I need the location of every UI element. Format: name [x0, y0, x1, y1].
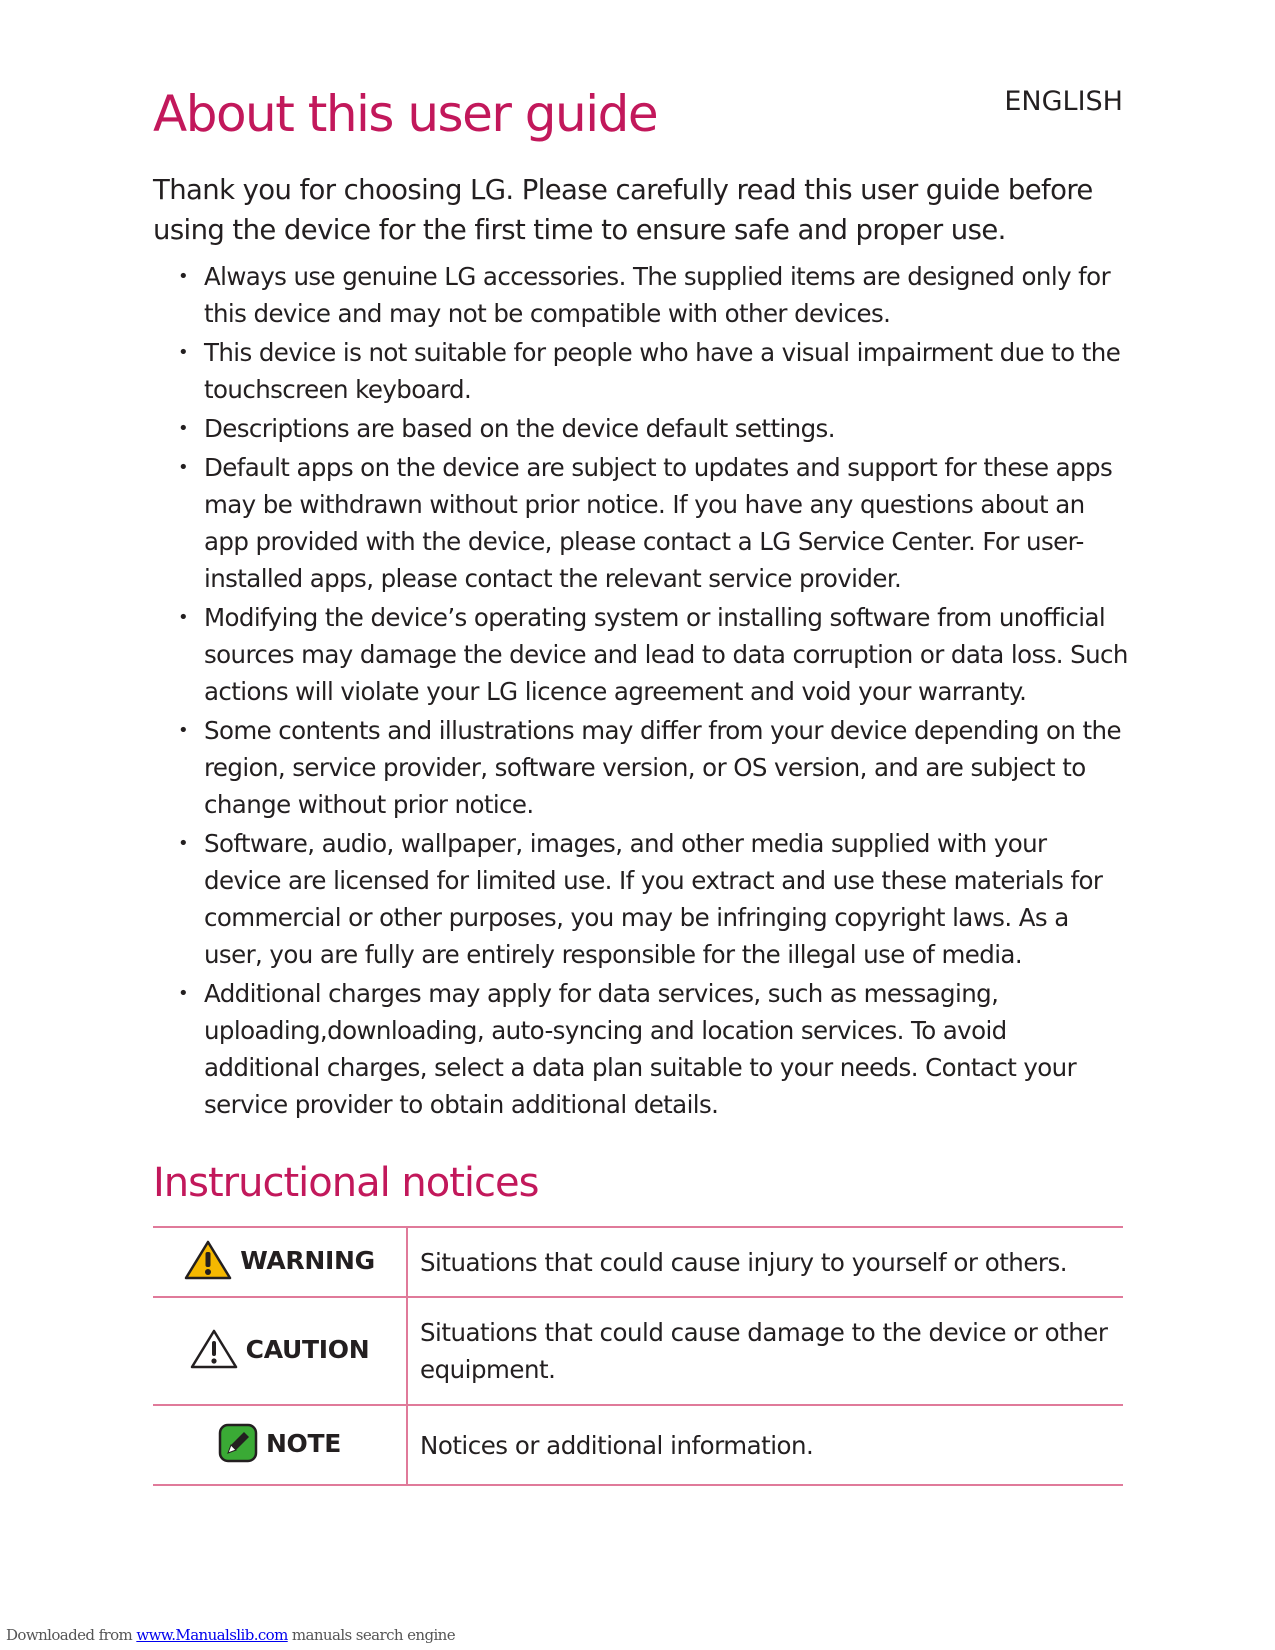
section-title-instructional-notices: Instructional notices — [153, 1160, 539, 1206]
list-item — [178, 975, 1128, 1123]
list-item-text: Always use genuine LG accessories. The supplied items are designed only for this device and may not be compatible with other devices. — [204, 262, 1111, 328]
list-item — [178, 712, 1128, 823]
notice-label: NOTE — [265, 1428, 342, 1458]
bullet-dot: • — [178, 342, 189, 363]
footer-suffix: manuals search engine — [291, 1626, 455, 1644]
list-item-text: Some contents and illustrations may differ from your device depending on the region, service provider, software version, or OS version, and are subject to change without prior notice. — [204, 716, 1121, 819]
bullet-dot: • — [178, 983, 189, 1004]
bullet-list — [178, 258, 1128, 1125]
notice-label-cell — [153, 1297, 407, 1405]
page-title: About this user guide — [153, 85, 658, 143]
footer-attribution — [6, 1626, 455, 1644]
table-row-warning — [153, 1227, 1123, 1297]
notice-label: WARNING — [240, 1245, 375, 1275]
manualslib-link[interactable]: www.Manualslib.com — [136, 1626, 288, 1644]
table-row-note — [153, 1405, 1123, 1485]
notice-label-cell — [153, 1405, 407, 1485]
intro-paragraph: Thank you for choosing LG. Please carefully read this user guide before using the device for the first time to ensure safe and proper use. — [153, 174, 1093, 246]
list-item — [178, 825, 1128, 973]
table-row-caution — [153, 1297, 1123, 1405]
list-item-text: Modifying the device’s operating system or installing software from unofficial sources may damage the device and lead to data corruption or data loss. Such actions will violate your LG licence agreement and void your warranty. — [204, 603, 1128, 706]
bullet-dot: • — [178, 266, 189, 287]
note-pencil-icon — [218, 1423, 258, 1463]
list-item-text: Software, audio, wallpaper, images, and other media supplied with your device are licensed for limited use. If you extract and use these materials for commercial or other purposes, you may be infringing copyright laws. As a user, you are fully are entirely responsible for the illegal use of media. — [204, 829, 1103, 969]
notice-label: CAUTION — [245, 1334, 370, 1364]
warning-triangle-icon — [184, 1240, 232, 1280]
list-item-text: This device is not suitable for people who have a visual impairment due to the touchscreen keyboard. — [204, 338, 1121, 404]
list-item — [178, 410, 1128, 447]
bullet-dot: • — [178, 607, 189, 628]
bullet-dot: • — [178, 833, 189, 854]
list-item — [178, 334, 1128, 408]
notices-table — [153, 1226, 1123, 1486]
caution-triangle-icon — [190, 1329, 238, 1369]
bullet-dot: • — [178, 418, 189, 439]
notice-description: Situations that could cause injury to yourself or others. — [420, 1247, 1068, 1277]
list-item — [178, 258, 1128, 332]
list-item-text: Descriptions are based on the device default settings. — [204, 414, 835, 443]
list-item-text: Additional charges may apply for data services, such as messaging, uploading,downloading, auto-syncing and location services. To avoid additional charges, select a data plan suitable to your needs. Contact your service provider to obtain additional details. — [204, 979, 1077, 1119]
notice-label-cell — [153, 1227, 407, 1297]
language-label: ENGLISH — [1004, 86, 1123, 117]
notice-description: Notices or additional information. — [420, 1430, 814, 1460]
notice-description: Situations that could cause damage to the device or other equipment. — [420, 1318, 1108, 1384]
list-item-text: Default apps on the device are subject to updates and support for these apps may be withdrawn without prior notice. If you have any questions about an app provided with the device, please contact a LG Service Center. For user-installed apps, please contact the relevant service provider. — [204, 453, 1113, 593]
bullet-dot: • — [178, 720, 189, 741]
list-item — [178, 599, 1128, 710]
footer-prefix: Downloaded from — [6, 1626, 133, 1644]
list-item — [178, 449, 1128, 597]
bullet-dot: • — [178, 457, 189, 478]
